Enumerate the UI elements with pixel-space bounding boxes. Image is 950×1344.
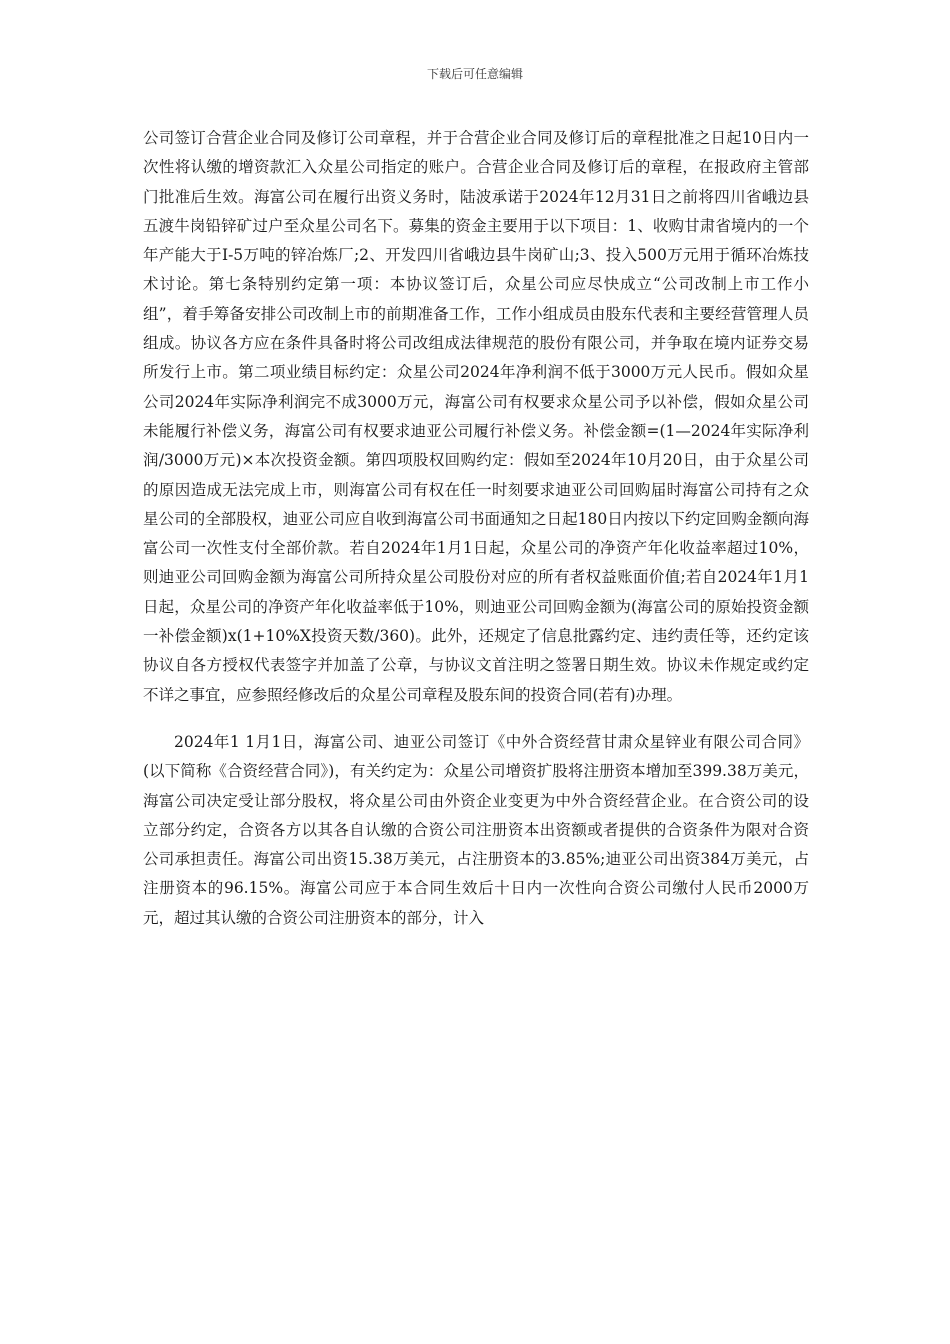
paragraph-1: 公司签订合营企业合同及修订公司章程，并于合营企业合同及修订后的章程批准之日起10日内一次性将认缴的增资款汇入众星公司指定的账户。合营企业合同及修订后的章程，在报政府主管部门批准后生效。海富公司在履行出资义务时，陆波承诺于2024年12月31日之前将四川省峨边县五渡牛岗铅锌矿过户至众星公司名下。募集的资金主要用于以下项目：1、收购甘肃省境内的一个年产能大于I-5万吨的锌冶炼厂;2、开发四川省峨边县牛岗矿山;3、投入500万元用于循环冶炼技术讨论。第七条特别约定第一项：本协议签订后，众星公司应尽快成立“公司改制上市工作小组”，着手筹备安排公司改制上市的前期准备工作，工作小组成员由股东代表和主要经营管理人员组成。协议各方应在条件具备时将公司改组成法律规范的股份有限公司，并争取在境内证券交易所发行上市。第二项业绩目标约定：众星公司2024年净利润不低于3000万元人民币。假如众星公司2024年实际净利润完不成3000万元，海富公司有权要求众星公司予以补偿，假如众星公司未能履行补偿义务，海富公司有权要求迪亚公司履行补偿义务。补偿金额=(1—2024年实际净利润/3000万元)×本次投资金额。第四项股权回购约定：假如至2024年10月20日，由于众星公司的原因造成无法完成上市，则海富公司有权在任一时刻要求迪亚公司回购届时海富公司持有之众星公司的全部股权，迪亚公司应自收到海富公司书面通知之日起180日内按以下约定回购金额向海富公司一次性支付全部价款。若自2024年1月1日起，众星公司的净资产年化收益率超过10%，则迪亚公司回购金额为海富公司所持众星公司股份对应的所有者权益账面价值;若自2024年1月1日起，众星公司的净资产年化收益率低于10%，则迪亚公司回购金额为(海富公司的原始投资金额一补偿金额)x(1+10%X投资天数/360)。此外，还规定了信息批露约定、违约责任等，还约定该协议自各方授权代表签字并加盖了公章，与协议文首注明之签署日期生效。协议未作规定或约定不详之事宜，应参照经修改后的众星公司章程及股东间的投资合同(若有)办理。 [143,129,809,704]
paragraph-2: 2024年1 1月1日，海富公司、迪亚公司签订《中外合资经营甘肃众星锌业有限公司合同》(以下简称《合资经营合同》)，有关约定为：众星公司增资扩股将注册资本增加至399.38万美元，海富公司决定受让部分股权，将众星公司由外资企业变更为中外合资经营企业。在合资公司的设立部分约定，合资各方以其各自认缴的合资公司注册资本出资额或者提供的合资条件为限对合资公司承担责任。海富公司出资15.38万美元，占注册资本的3.85%;迪亚公司出资384万美元，占注册资本的96.15%。海富公司应于本合同生效后十日内一次性向合资公司缴付人民币2000万元，超过其认缴的合资公司注册资本的部分，计入 [143,732,809,927]
document-body [143,124,809,933]
page-header: 下载后可任意编辑 [426,67,523,81]
